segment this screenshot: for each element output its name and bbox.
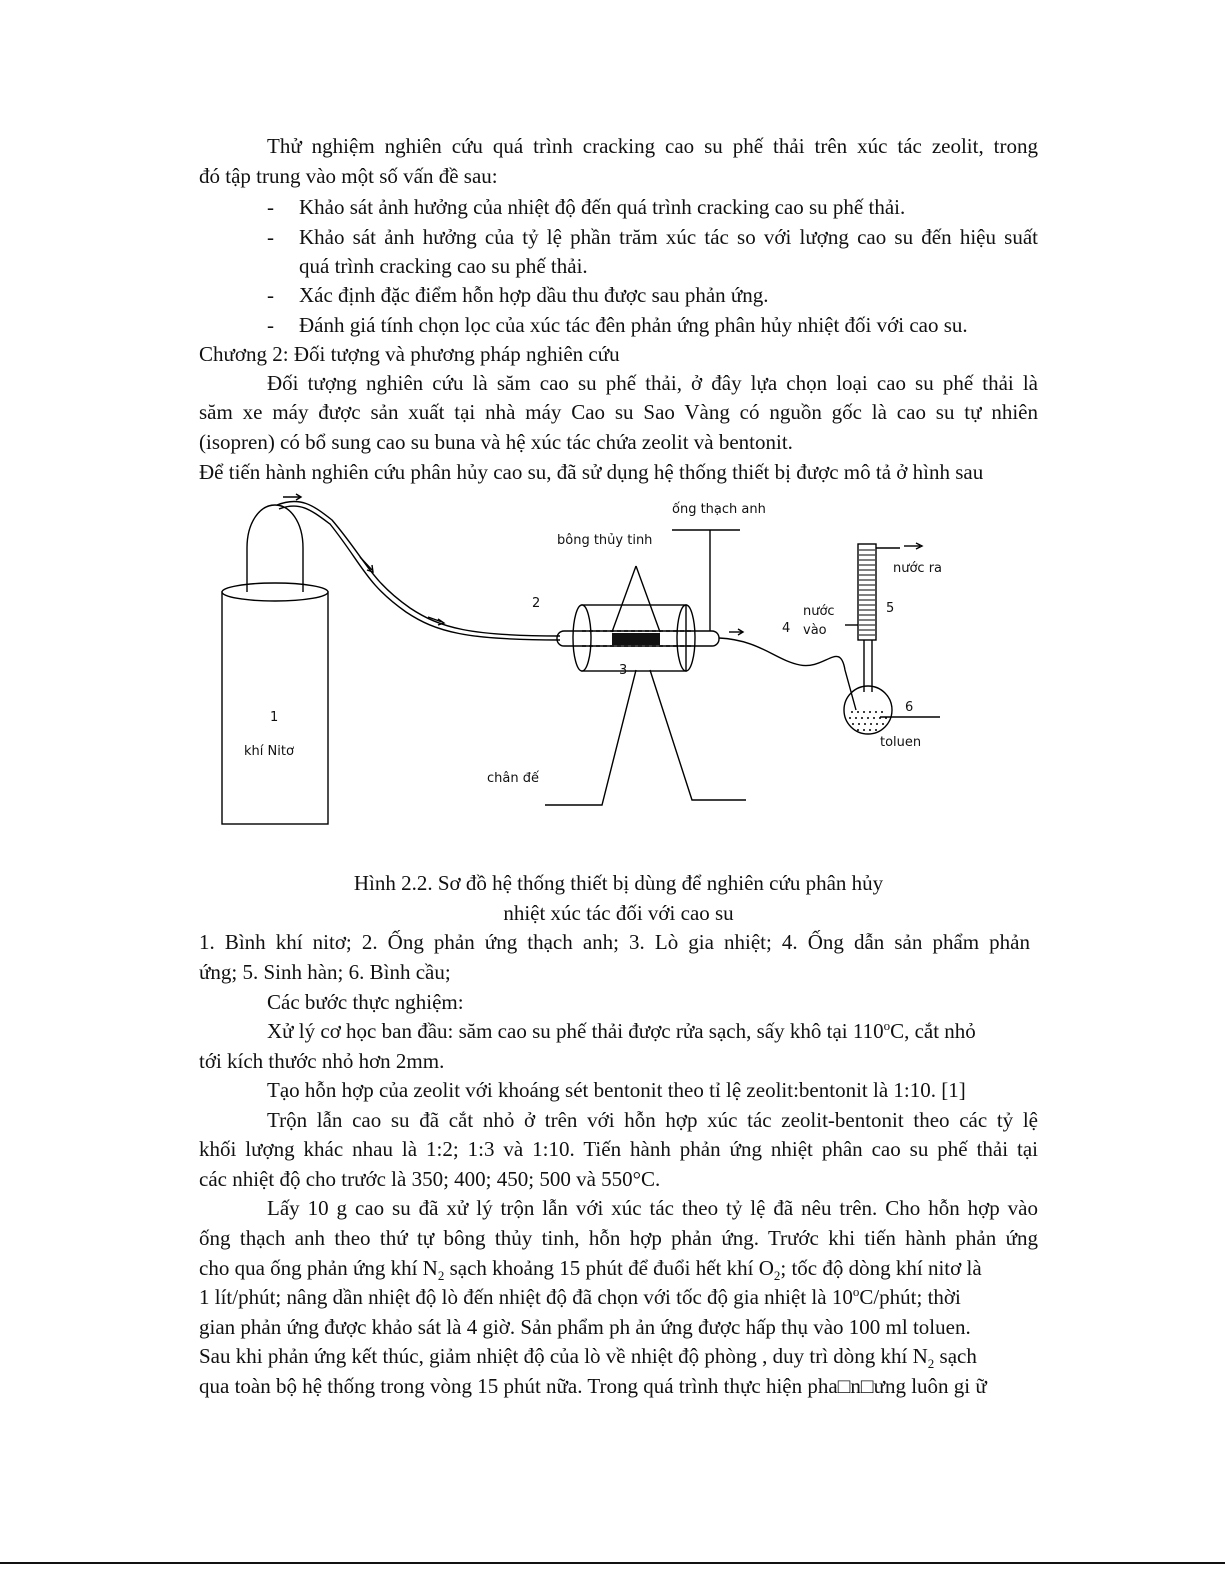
label-glass-wool: bông thủy tinh bbox=[557, 533, 653, 548]
step-4-text: Sau khi phản ứng kết thúc, giảm nhiệt độ của lò về nhiệt độ phòng , duy trì dòng khí N bbox=[199, 1344, 928, 1368]
step-4-text-end: C/phút; thời bbox=[859, 1285, 961, 1309]
stand-right-leg bbox=[650, 670, 746, 800]
step-1-text-end: C, cắt nhỏ bbox=[890, 1019, 976, 1043]
nitrogen-cylinder-body bbox=[222, 592, 328, 824]
step-1-line-2: tới kích thước nhỏ hơn 2mm. bbox=[199, 1049, 445, 1073]
label-quartz-tube: ống thạch anh bbox=[672, 502, 766, 517]
step-3-line-1: Trộn lẫn cao su đã cắt nhỏ ở trên với hỗn hợp xúc tác zeolit-bentonit theo các tỷ lệ bbox=[267, 1108, 1038, 1132]
step-4-line-5: gian phản ứng được khảo sát là 4 giờ. Sản phẩm ph ản ứng được hấp thụ vào 100 ml toluen. bbox=[199, 1315, 971, 1339]
label-toluene: toluen bbox=[880, 735, 922, 750]
figure-caption-line-2: nhiệt xúc tác đối với cao su bbox=[503, 901, 734, 925]
chapter-heading: Chương 2: Đối tượng và phương pháp nghiên cứu bbox=[199, 342, 620, 366]
label-water-out: nước ra bbox=[893, 561, 943, 576]
glasswool-pointer bbox=[636, 566, 660, 632]
chapter-p1-line-2: săm xe máy được sản xuất tại nhà máy Cao su Sao Vàng có nguồn gốc là cao su tự nhiên bbox=[199, 400, 1038, 424]
step-4-text-end: sạch bbox=[934, 1344, 977, 1368]
nitrogen-cylinder-top bbox=[222, 583, 328, 601]
step-4-text-end: ; tốc độ dòng khí nitơ là bbox=[780, 1256, 982, 1280]
label-number-5: 5 bbox=[886, 601, 895, 616]
step-4-line-1: Lấy 10 g cao su đã xử lý trộn lẫn với xúc tác theo tỷ lệ đã nêu trên. Cho hỗn hợp vào bbox=[267, 1196, 1038, 1220]
label-number-4: 4 bbox=[782, 621, 791, 636]
bullet-1: Khảo sát ảnh hưởng của nhiệt độ đến quá trình cracking cao su phế thải. bbox=[299, 195, 906, 219]
label-stand: chân đế bbox=[487, 771, 539, 786]
label-number-6: 6 bbox=[905, 700, 914, 715]
gas-tube-outer bbox=[277, 501, 560, 636]
label-water-in-1: nước bbox=[803, 604, 835, 619]
bullet-dash: - bbox=[267, 225, 274, 249]
nitrogen-cylinder-dome bbox=[247, 505, 303, 592]
bullet-2-line-2: quá trình cracking cao su phế thải. bbox=[299, 254, 588, 278]
step-4-line-6 bbox=[199, 1343, 977, 1372]
page-bottom-rule bbox=[0, 1562, 1225, 1564]
figure-caption-line-1: Hình 2.2. Sơ đồ hệ thống thiết bị dùng để nghiên cứu phân hủy bbox=[353, 871, 884, 895]
chapter-p1-line-1: Đối tượng nghiên cứu là săm cao su phế thải, ở đây lựa chọn loại cao su phế thải là bbox=[267, 371, 1038, 395]
condenser-coil bbox=[859, 550, 875, 635]
step-4-line-4 bbox=[199, 1284, 961, 1310]
intro-line-1: Thử nghiệm nghiên cứu quá trình cracking cao su phế thải trên xúc tác zeolit, trong bbox=[267, 134, 1038, 158]
figure-legend-line-2: ứng; 5. Sinh hàn; 6. Bình cầu; bbox=[199, 960, 451, 984]
bullet-dash: - bbox=[267, 313, 274, 337]
degree-superscript: o bbox=[852, 1284, 860, 1299]
degree-superscript: o bbox=[883, 1018, 891, 1033]
bullet-dash: - bbox=[267, 195, 274, 219]
steps-heading: Các bước thực nghiệm: bbox=[267, 990, 464, 1014]
product-tube bbox=[719, 638, 856, 710]
label-number-3: 3 bbox=[619, 663, 628, 678]
stand-left-leg bbox=[545, 670, 636, 805]
subscript: 2 bbox=[437, 1268, 445, 1284]
step-4-text: 1 lít/phút; nâng dần nhiệt độ lò đến nhiệt độ đã chọn với tốc độ gia nhiệt là 10 bbox=[199, 1285, 853, 1309]
glasswool-pointer bbox=[612, 566, 636, 632]
condenser bbox=[858, 544, 876, 640]
label-water-in-2: vào bbox=[803, 623, 827, 638]
step-4-line-7: qua toàn bộ hệ thống trong vòng 15 phút nữa. Trong quá trình thực hiện pha□n□ưng luôn gi ữ bbox=[199, 1374, 987, 1398]
bullet-2-line-1: Khảo sát ảnh hưởng của tỷ lệ phần trăm xúc tác so với lượng cao su đến hiệu suất bbox=[299, 225, 1038, 249]
bullet-dash: - bbox=[267, 283, 274, 307]
glass-wool bbox=[612, 633, 660, 645]
label-nitrogen: khí Nitơ bbox=[244, 744, 294, 759]
figure-legend-line-1: 1. Bình khí nitơ; 2. Ống phản ứng thạch anh; 3. Lò gia nhiệt; 4. Ống dẫn sản phẩm phản bbox=[199, 930, 1030, 954]
step-2: Tạo hỗn hợp của zeolit với khoáng sét bentonit theo tỉ lệ zeolit:bentonit là 1:10. [1] bbox=[267, 1078, 966, 1102]
step-4-text: cho qua ống phản ứng khí N bbox=[199, 1256, 438, 1280]
furnace-left-end bbox=[573, 605, 591, 671]
gas-tube-inner bbox=[279, 506, 560, 640]
bullet-4: Đánh giá tính chọn lọc của xúc tác đên phản ứng phân hủy nhiệt đối với cao su. bbox=[299, 313, 968, 337]
chapter-p2: Để tiến hành nghiên cứu phân hủy cao su, đã sử dụng hệ thống thiết bị được mô tả ở hình sau bbox=[199, 460, 984, 484]
subscript: 2 bbox=[773, 1268, 781, 1284]
step-4-line-2: ống thạch anh theo thứ tự bông thủy tinh, hỗn hợp phản ứng. Trước khi tiến hành phản ứng bbox=[199, 1226, 1038, 1250]
bullet-3: Xác định đặc điểm hỗn hợp dầu thu được sau phản ứng. bbox=[299, 283, 769, 307]
toluene-liquid bbox=[849, 711, 887, 731]
step-3-line-2: khối lượng khác nhau là 1:2; 1:3 và 1:10. Tiến hành phản ứng nhiệt phân cao su phế thải tại bbox=[199, 1137, 1038, 1161]
step-1-text: Xử lý cơ học ban đầu: săm cao su phế thải được rửa sạch, sấy khô tại 110 bbox=[267, 1019, 884, 1043]
label-number-2: 2 bbox=[532, 596, 541, 611]
step-4-text-mid: sạch khoảng 15 phút để đuổi hết khí O bbox=[444, 1256, 774, 1280]
label-number-1: 1 bbox=[270, 710, 279, 725]
round-bottom-flask bbox=[844, 686, 892, 734]
step-1-line-1 bbox=[267, 1018, 1038, 1044]
step-3-line-3: các nhiệt độ cho trước là 350; 400; 450; 500 và 550°C. bbox=[199, 1167, 661, 1191]
step-4-line-3 bbox=[199, 1255, 982, 1284]
subscript: 2 bbox=[927, 1356, 935, 1372]
chapter-p1-line-3: (isopren) có bổ sung cao su buna và hệ xúc tác chứa zeolit và bentonit. bbox=[199, 430, 793, 454]
intro-line-2: đó tập trung vào một số vấn đề sau: bbox=[199, 164, 498, 188]
